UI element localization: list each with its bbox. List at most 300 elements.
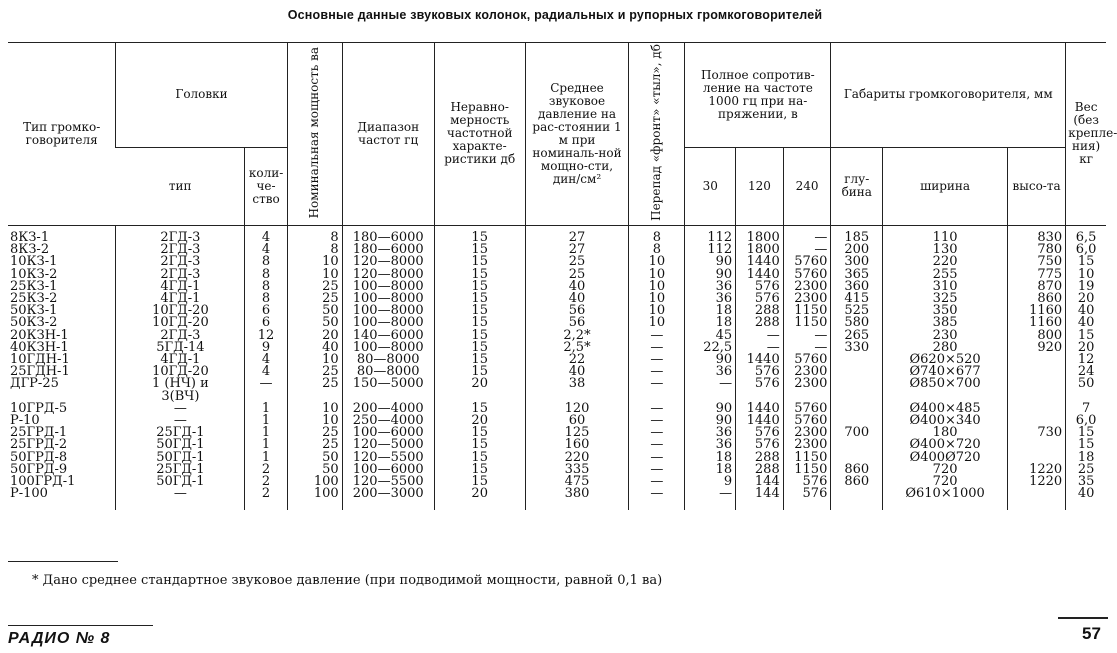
table-cell: 80—8000 — [342, 354, 434, 366]
table-cell: 10ГД-20 — [116, 305, 245, 317]
table-cell: 50 — [287, 317, 342, 329]
table-cell: 10ГД-20 — [116, 317, 245, 329]
table-cell: 330 — [831, 342, 883, 354]
header-imp-240: 240 — [783, 147, 831, 225]
table-cell: 8 — [245, 293, 287, 305]
table-title: Основные данные звуковых колонок, радиальных и рупорных громкоговорителей — [287, 8, 823, 22]
table-cell: 120—8000 — [342, 256, 434, 268]
header-power — [287, 43, 342, 226]
table-cell: 5ГД-14 — [116, 342, 245, 354]
header-freq: Диапазон частот гц — [342, 43, 434, 226]
table-cell: Р-100 — [10, 486, 48, 502]
table-cell: 25 — [525, 269, 629, 281]
table-cell: 8КЗ-1 — [10, 229, 50, 245]
table-cell: 15 — [434, 342, 525, 354]
table-cell: 1 — [245, 439, 287, 451]
table-cell: 120—5000 — [342, 439, 434, 451]
table-cell: 4ГД-1 — [116, 354, 245, 366]
header-imp-120: 120 — [736, 147, 784, 225]
table-cell: 10ГДН-1 — [10, 351, 70, 367]
table-cell: 365 — [831, 269, 883, 281]
table-cell: 50ГРД-8 — [10, 449, 68, 465]
table-cell: 50 — [287, 452, 342, 464]
table-cell: 40 — [1066, 317, 1106, 329]
table-cell: 1220 — [1008, 464, 1066, 476]
table-cell: 15 — [434, 269, 525, 281]
table-cell: 112 — [685, 225, 736, 244]
table-cell: — — [629, 342, 685, 354]
table-cell: 2ГД-3 — [116, 225, 245, 244]
table-cell: 1160 — [1008, 317, 1066, 329]
table-cell: 380 — [525, 488, 629, 510]
table-cell: 576 — [736, 427, 784, 439]
table-cell — [831, 391, 883, 403]
table-cell: 1 (НЧ) и — [116, 378, 245, 390]
table-cell: — — [629, 476, 685, 488]
table-cell: 230 — [883, 330, 1008, 342]
table-cell: 6,0 — [1066, 244, 1106, 256]
table-cell: 10 — [629, 281, 685, 293]
table-cell: 25 — [287, 427, 342, 439]
table-cell: 15 — [434, 427, 525, 439]
table-cell: 2ГД-3 — [116, 256, 245, 268]
table-cell — [1008, 391, 1066, 403]
header-power-text: Номинальная мощность ва — [307, 46, 322, 219]
table-cell: 10 — [1066, 269, 1106, 281]
table-cell — [1008, 439, 1066, 451]
table-cell: 36 — [685, 427, 736, 439]
table-cell: 720 — [883, 476, 1008, 488]
table-cell: 25 — [287, 293, 342, 305]
table-cell: 8 — [287, 244, 342, 256]
table-cell: 576 — [736, 281, 784, 293]
table-cell: 56 — [525, 305, 629, 317]
table-cell: 780 — [1008, 244, 1066, 256]
table-cell: 870 — [1008, 281, 1066, 293]
table-cell: Ø620×520 — [883, 354, 1008, 366]
table-cell: 350 — [883, 305, 1008, 317]
table-row — [8, 488, 1106, 510]
table-cell: 20КЗН-1 — [10, 327, 69, 343]
table-cell: 1440 — [736, 269, 784, 281]
table-cell: 4ГД-1 — [116, 281, 245, 293]
table-cell: 25ГДН-1 — [10, 364, 70, 380]
table-cell: 180—6000 — [342, 244, 434, 256]
table-cell: 415 — [831, 293, 883, 305]
header-depth: глу-бина — [831, 147, 883, 225]
table-cell: 15 — [1066, 439, 1106, 451]
header-pressure: Среднее звуковое давление на рас-стоянии 1 м при номиналь-ной мощно-сти, дин/см² — [525, 43, 629, 226]
table-cell — [831, 378, 883, 390]
header-front-back-text: Перепад «фронт» «тыл», дб — [649, 44, 664, 221]
table-cell: 1150 — [783, 305, 831, 317]
table-cell: 830 — [1008, 225, 1066, 244]
table-cell: 27 — [525, 225, 629, 244]
table-cell: 2300 — [783, 427, 831, 439]
table-cell — [1008, 366, 1066, 378]
table-cell: 60 — [525, 415, 629, 427]
header-type: Тип громко-говорителя — [8, 43, 116, 226]
table-cell: Ø740×677 — [883, 366, 1008, 378]
table-cell: 6 — [245, 317, 287, 329]
table-cell: 50ГРД-9 — [10, 461, 68, 477]
table-cell: 100—6000 — [342, 464, 434, 476]
table-cell: 1150 — [783, 317, 831, 329]
table-cell: 288 — [736, 305, 784, 317]
table-cell: 25 — [525, 256, 629, 268]
table-cell: 40 — [525, 281, 629, 293]
table-cell: 25 — [287, 366, 342, 378]
table-cell: 100—8000 — [342, 342, 434, 354]
table-cell: 120 — [525, 403, 629, 415]
table-cell: 4ГД-1 — [116, 293, 245, 305]
table-cell: — — [736, 342, 784, 354]
table-cell: 130 — [883, 244, 1008, 256]
table-cell: 50КЗ-1 — [10, 303, 58, 319]
table-cell: 90 — [685, 269, 736, 281]
table-cell — [1008, 488, 1066, 510]
table-cell: ДГР-25 — [10, 376, 59, 392]
table-cell: 110 — [883, 225, 1008, 244]
table-cell: 18 — [685, 464, 736, 476]
table-cell: 10 — [629, 256, 685, 268]
table-cell: — — [629, 366, 685, 378]
table-cell: 45 — [685, 330, 736, 342]
table-cell: 15 — [434, 305, 525, 317]
header-impedance: Полное сопротив-ление на частоте 1000 гц при на-пряжении, в — [685, 43, 831, 148]
table-cell: 200—4000 — [342, 403, 434, 415]
header-imp-30: 30 — [685, 147, 736, 225]
table-cell: 15 — [434, 293, 525, 305]
table-cell: 5760 — [783, 269, 831, 281]
table-cell: 750 — [1008, 256, 1066, 268]
table-cell: 2 — [245, 476, 287, 488]
table-cell: 38 — [525, 378, 629, 390]
table-cell: 100 — [287, 488, 342, 510]
table-cell: 2,5* — [525, 342, 629, 354]
table-cell: 15 — [434, 476, 525, 488]
table-body — [8, 225, 1106, 510]
table-cell: 25 — [287, 281, 342, 293]
table-cell: 288 — [736, 464, 784, 476]
table-cell: Ø400×720 — [883, 439, 1008, 451]
table-cell: 920 — [1008, 342, 1066, 354]
table-cell: 15 — [434, 464, 525, 476]
table-cell: 2300 — [783, 439, 831, 451]
table-cell: 385 — [883, 317, 1008, 329]
header-weight: Вес (без крепле-ния) кг — [1066, 43, 1106, 226]
table-cell: 20 — [1066, 342, 1106, 354]
table-cell: 100—8000 — [342, 281, 434, 293]
table-cell: 335 — [525, 464, 629, 476]
table-cell: 250—4000 — [342, 415, 434, 427]
table-cell: 1440 — [736, 256, 784, 268]
table-cell: 1800 — [736, 244, 784, 256]
table-cell: 300 — [831, 256, 883, 268]
table-cell: — — [629, 354, 685, 366]
table-cell: 10 — [287, 256, 342, 268]
table-cell: 475 — [525, 476, 629, 488]
table-cell: 5760 — [783, 415, 831, 427]
table-cell: 36 — [685, 439, 736, 451]
table-cell: 15 — [434, 452, 525, 464]
table-cell: 18 — [685, 452, 736, 464]
table-cell: 288 — [736, 317, 784, 329]
table-cell: 8 — [629, 225, 685, 244]
table-cell: 5760 — [783, 403, 831, 415]
table-cell — [831, 403, 883, 415]
table-cell: 40 — [525, 293, 629, 305]
table-cell: 576 — [736, 378, 784, 390]
table-cell — [831, 366, 883, 378]
table-cell: 22 — [525, 354, 629, 366]
table-cell: — — [685, 488, 736, 510]
table-cell: 10 — [629, 305, 685, 317]
table-cell: 40 — [1066, 305, 1106, 317]
table-cell: 12 — [1066, 354, 1106, 366]
header-height: высо-та — [1008, 147, 1066, 225]
table-cell — [1008, 378, 1066, 390]
table-cell: 15 — [434, 281, 525, 293]
table-cell: 25 — [1066, 464, 1106, 476]
header-dims: Габариты громкоговорителя, мм — [831, 43, 1066, 148]
table-cell: 9 — [685, 476, 736, 488]
table-cell: 18 — [685, 305, 736, 317]
table-cell: 580 — [831, 317, 883, 329]
table-cell: 25 — [287, 378, 342, 390]
table-cell: 56 — [525, 317, 629, 329]
table-cell: 10ГД-20 — [116, 366, 245, 378]
table-cell: 144 — [736, 476, 784, 488]
table-cell: 8 — [245, 256, 287, 268]
table-cell: 12 — [245, 330, 287, 342]
page-rule — [1058, 617, 1108, 619]
table-cell: 10 — [629, 269, 685, 281]
magazine-name: РАДИО № 8 — [8, 630, 111, 647]
table-cell: 24 — [1066, 366, 1106, 378]
table-cell: 15 — [434, 330, 525, 342]
table-cell: 200—3000 — [342, 488, 434, 510]
speaker-data-table — [8, 42, 1117, 510]
table-cell: 120—5500 — [342, 476, 434, 488]
table-cell: 4 — [245, 225, 287, 244]
table-cell: 20 — [434, 415, 525, 427]
table-cell: Ø400×340 — [883, 415, 1008, 427]
table-cell: 90 — [685, 403, 736, 415]
table-cell: 100—6000 — [342, 427, 434, 439]
table-cell: 22,5 — [685, 342, 736, 354]
table-cell: 525 — [831, 305, 883, 317]
table-cell: 860 — [831, 476, 883, 488]
table-cell: Ø610×1000 — [883, 488, 1008, 510]
table-cell: 7 — [1066, 403, 1106, 415]
table-cell: — — [629, 488, 685, 510]
table-cell: 100—8000 — [342, 317, 434, 329]
table-cell: 4 — [245, 366, 287, 378]
table-cell: — — [116, 488, 245, 510]
header-heads-type: тип — [116, 147, 245, 225]
table-cell: 10 — [287, 354, 342, 366]
table-cell: 700 — [831, 427, 883, 439]
table-cell: 20 — [434, 488, 525, 510]
header-heads: Головки — [116, 43, 287, 148]
table-cell: 10ГРД-5 — [10, 400, 68, 416]
table-cell: 185 — [831, 225, 883, 244]
table-cell: 15 — [434, 256, 525, 268]
table-cell: 35 — [1066, 476, 1106, 488]
table-cell: 36 — [685, 293, 736, 305]
table-cell: 5760 — [783, 354, 831, 366]
table-cell: 15 — [434, 439, 525, 451]
table-cell: 50ГД-1 — [116, 452, 245, 464]
table-cell: 25КЗ-1 — [10, 278, 58, 294]
table-cell: 10 — [629, 317, 685, 329]
table-cell: 2ГД-3 — [116, 330, 245, 342]
table-cell: 1220 — [1008, 476, 1066, 488]
table-cell: 1800 — [736, 225, 784, 244]
table-cell: 50ГД-1 — [116, 476, 245, 488]
table-cell — [1008, 403, 1066, 415]
table-cell: 2300 — [783, 378, 831, 390]
table-cell: 1 — [245, 403, 287, 415]
table-cell: 6,5 — [1066, 225, 1106, 244]
table-cell: 100—8000 — [342, 305, 434, 317]
table-cell: 8 — [245, 281, 287, 293]
header-width: ширина — [883, 147, 1008, 225]
header-heads-count: коли-че-ство — [245, 147, 287, 225]
table-cell: 90 — [685, 256, 736, 268]
table-cell: — — [629, 439, 685, 451]
table-cell: 576 — [783, 488, 831, 510]
table-cell: 576 — [783, 476, 831, 488]
table-cell: 1160 — [1008, 305, 1066, 317]
table-cell: — — [629, 427, 685, 439]
table-cell: 1440 — [736, 354, 784, 366]
table-cell: — — [629, 452, 685, 464]
table-cell — [831, 354, 883, 366]
table-cell: 2300 — [783, 366, 831, 378]
table-cell: 15 — [434, 403, 525, 415]
page-number: 57 — [1082, 624, 1101, 643]
table-cell: 15 — [434, 225, 525, 244]
table-cell: 2 — [245, 488, 287, 510]
table-cell: — — [783, 330, 831, 342]
table-cell: 220 — [883, 256, 1008, 268]
table-cell: 25ГД-1 — [116, 464, 245, 476]
table-cell: 100—8000 — [342, 293, 434, 305]
table-cell: — — [629, 403, 685, 415]
table-cell: 220 — [525, 452, 629, 464]
table-cell: 160 — [525, 439, 629, 451]
table-cell: 20 — [434, 378, 525, 390]
table-cell: 5760 — [783, 256, 831, 268]
table-cell: 10 — [629, 293, 685, 305]
table-cell: — — [685, 378, 736, 390]
table-cell: 36 — [685, 281, 736, 293]
table-cell: 6 — [245, 305, 287, 317]
table-cell: 25ГРД-2 — [10, 437, 68, 453]
table-cell: 27 — [525, 244, 629, 256]
table-cell: 36 — [685, 366, 736, 378]
table-cell — [831, 439, 883, 451]
table-cell: 40 — [1066, 488, 1106, 510]
table-cell: 1440 — [736, 403, 784, 415]
table-cell: 360 — [831, 281, 883, 293]
table-cell: 50 — [287, 464, 342, 476]
table-cell: 10КЗ-2 — [10, 266, 58, 282]
table-cell: 576 — [736, 439, 784, 451]
table-cell: 120—8000 — [342, 269, 434, 281]
table-cell — [831, 488, 883, 510]
table-cell: 140—6000 — [342, 330, 434, 342]
table-cell: 10 — [287, 403, 342, 415]
table-cell: 15 — [434, 317, 525, 329]
table-cell: 180 — [883, 427, 1008, 439]
table-cell: 325 — [883, 293, 1008, 305]
table-cell: 15 — [1066, 256, 1106, 268]
table-cell: — — [783, 225, 831, 244]
table-cell: 25ГРД-1 — [10, 425, 68, 441]
magazine-rule — [8, 625, 153, 626]
table-cell: 730 — [1008, 427, 1066, 439]
table-cell: Ø850×700 — [883, 378, 1008, 390]
table-cell: 15 — [1066, 427, 1106, 439]
table-cell: 15 — [1066, 330, 1106, 342]
table-cell: 50 — [287, 305, 342, 317]
table-cell: 120—5500 — [342, 452, 434, 464]
table-cell: 310 — [883, 281, 1008, 293]
header-uneven: Неравно-мерность частотной характе-ристики дб — [434, 43, 525, 226]
table-cell: 8 — [287, 225, 342, 244]
table-cell: 112 — [685, 244, 736, 256]
table-cell: 150—5000 — [342, 378, 434, 390]
table-cell: — — [629, 330, 685, 342]
table-cell: Ø400×485 — [883, 403, 1008, 415]
table-cell: — — [116, 403, 245, 415]
table-cell: — — [116, 415, 245, 427]
table-cell: 20 — [1066, 293, 1106, 305]
table-cell: 1440 — [736, 415, 784, 427]
table-cell: 2300 — [783, 281, 831, 293]
table-cell: 19 — [1066, 281, 1106, 293]
table-cell: 8 — [245, 269, 287, 281]
table-cell: 576 — [736, 366, 784, 378]
table-cell: 10 — [287, 415, 342, 427]
table-cell: 125 — [525, 427, 629, 439]
table-cell: — — [629, 378, 685, 390]
table-cell: 50КЗ-2 — [10, 315, 58, 331]
table-cell: — — [783, 342, 831, 354]
table-cell: 576 — [736, 293, 784, 305]
table-cell — [1008, 354, 1066, 366]
table-cell: 18 — [1066, 452, 1106, 464]
table-cell: 1 — [245, 427, 287, 439]
table-cell: 10КЗ-1 — [10, 254, 58, 270]
table-cell: 80—8000 — [342, 366, 434, 378]
table-cell: — — [736, 330, 784, 342]
table-cell: 15 — [434, 366, 525, 378]
table-cell: — — [783, 244, 831, 256]
table-cell: 40КЗН-1 — [10, 339, 69, 355]
table-cell: — — [629, 464, 685, 476]
table-cell: 775 — [1008, 269, 1066, 281]
table-cell: 180—6000 — [342, 225, 434, 244]
table-cell: 40 — [525, 366, 629, 378]
table-cell: 1150 — [783, 452, 831, 464]
table-cell: 4 — [245, 354, 287, 366]
table-cell: 860 — [1008, 293, 1066, 305]
table-cell: 2ГД-3 — [116, 244, 245, 256]
